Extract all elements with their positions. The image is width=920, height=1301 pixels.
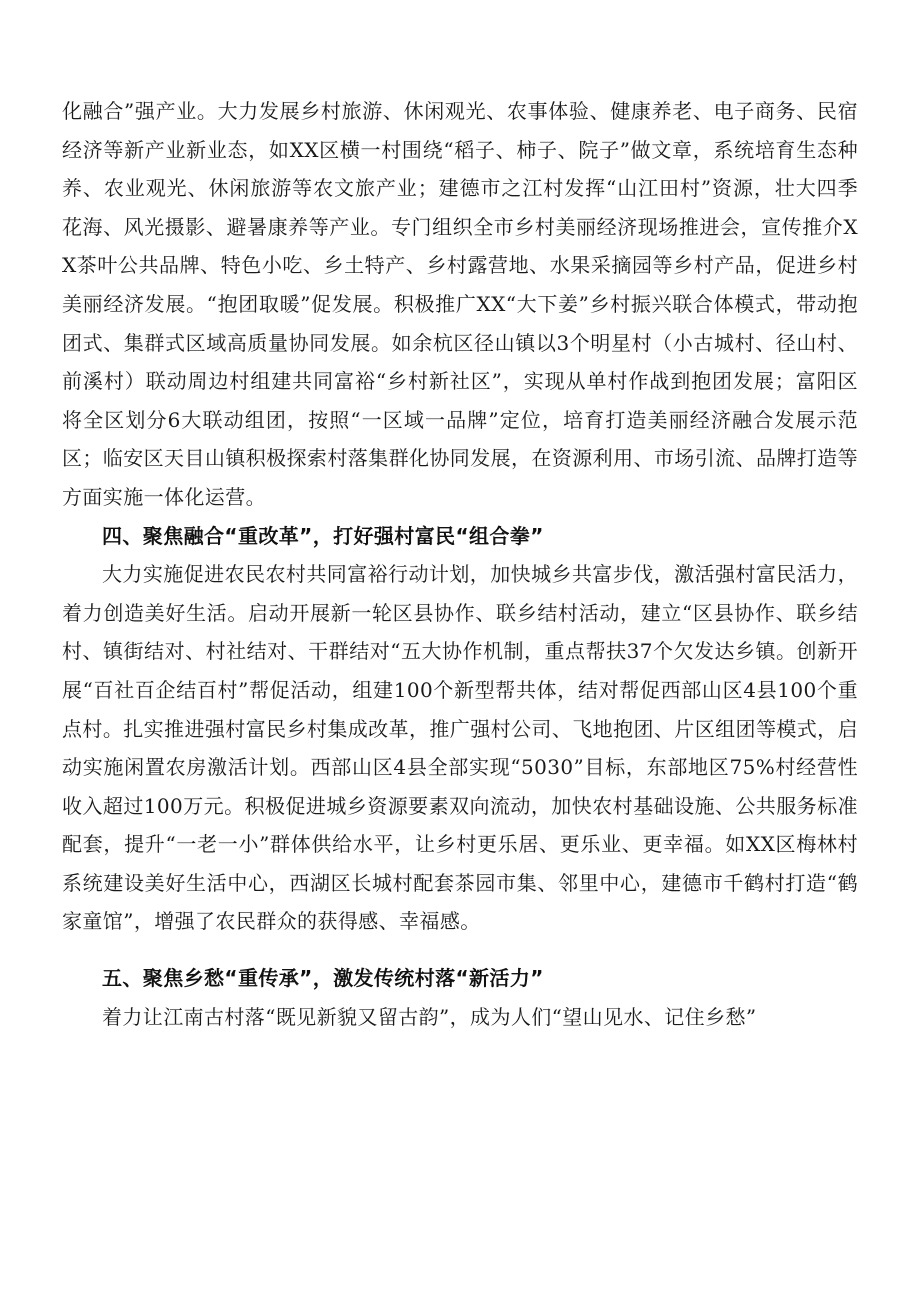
paragraph-continued: 化融合”强产业。大力发展乡村旅游、休闲观光、农事体验、健康养老、电子商务、民宿经济等新产业新业态，如XX区横一村围绕“稻子、柿子、院子”做文章，系统培育生态种养、农业观光、休闲旅游等农文旅产业；建德市之江村发挥“山江田村”资源，壮大四季花海、风光摄影、避暑康养等产业。专门组织全市乡村美丽经济现场推进会，宣传推介XX茶叶公共品牌、特色小吃、乡土特产、乡村露营地、水果采摘园等乡村产品，促进乡村美丽经济发展。“抱团取暖”促发展。积极推广XX“大下姜”乡村振兴联合体模式，带动抱团式、集群式区域高质量协同发展。如余杭区径山镇以3个明星村（小古城村、径山村、前溪村）联动周边村组建共同富裕“乡村新社区”，实现从单村作战到抱团发展；富阳区将全区划分6大联动组团，按照“一区域一品牌”定位，培育打造美丽经济融合发展示范区；临安区天目山镇积极探索村落集群化协同发展，在资源利用、市场引流、品牌打造等方面实施一体化运营。 [62, 99, 858, 509]
paragraph-section-4: 大力实施促进农民农村共同富裕行动计划，加快城乡共富步伐，激活强村富民活力，着力创造美好生活。启动开展新一轮区县协作、联乡结村活动，建立“区县协作、联乡结村、镇街结对、村社结对、干群结对“五大协作机制，重点帮扶37个欠发达乡镇。创新开展“百社百企结百村”帮促活动，组建100个新型帮共体，结对帮促西部山区4县100个重点村。扎实推进强村富民乡村集成改革，推广强村公司、飞地抱团、片区组团等模式，启动实施闲置农房激活计划。西部山区4县全部实现“5030”目标，东部地区75%村经营性收入超过100万元。积极促进城乡资源要素双向流动，加快农村基础设施、公共服务标准配套，提升“一老一小”群体供给水平，让乡村更乐居、更乐业、更幸福。如XX区梅林村系统建设美好生活中心，西湖区长城村配套茶园市集、邻里中心，建德市千鹤村打造“鹤家童馆”，增强了农民群众的获得感、幸福感。 [62, 562, 858, 934]
section-heading-5: 五、聚焦乡愁“重传承”，激发传统村落“新活力” [102, 966, 544, 991]
document-body [62, 92, 858, 1036]
section-heading-4: 四、聚焦融合“重改革”，打好强村富民“组合拳” [102, 523, 544, 548]
paragraph-section-5: 着力让江南古村落“既见新貌又留古韵”，成为人们“望山见水、记住乡愁” [102, 1004, 757, 1029]
